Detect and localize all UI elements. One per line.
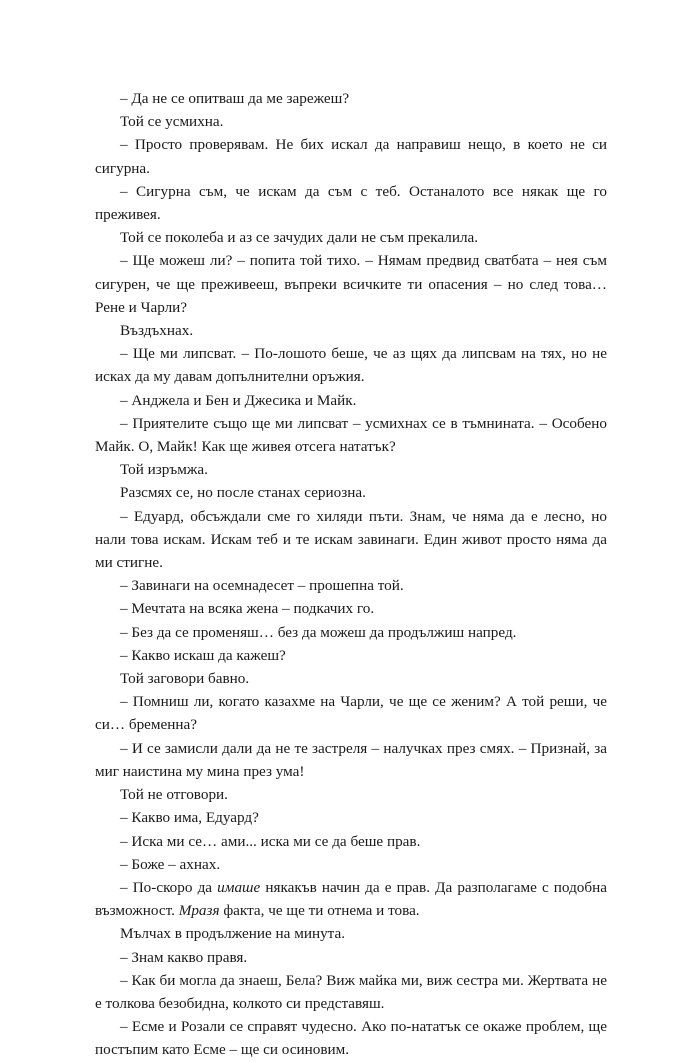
paragraph-18: Той заговори бавно. bbox=[120, 670, 250, 688]
paragraph-12: Разсмях се, но после станах сериозна. bbox=[120, 484, 366, 502]
paragraph-19: – Помниш ли, когато казахме на Чарли, че ще се женим? А той реши, че си… бременна? bbox=[95, 693, 607, 734]
paragraph-22: – Какво има, Едуард? bbox=[120, 809, 259, 827]
paragraph-10: – Приятелите също ще ми липсват – усмихнах се в тъмнината. – Особено Майк. О, Майк! Как ще живея отсега нататък? bbox=[95, 414, 607, 456]
paragraph-1: – Да не се опитваш да ме зарежеш? bbox=[120, 90, 350, 107]
paragraph-14: – Завинаги на осемнадесет – прошепна той. bbox=[120, 577, 404, 595]
paragraph-13: – Едуард, обсъждали сме го хиляди пъти. Знам, че няма да е лесно, но нали това искам. Искам теб и те искам завинаги. Един живот просто няма да ми стигне. bbox=[95, 507, 607, 572]
paragraph-8: – Ще ми липсват. – По-лошото беше, че аз щях да липсвам на тях, но не исках да му давам допълнителни оръжия. bbox=[95, 345, 607, 386]
paragraph-20: – И се замисли дали да не те застреля – налучках през смях. – Признай, за миг наистина му мина през ума! bbox=[95, 739, 607, 780]
paragraph-17: – Какво искаш да кажеш? bbox=[120, 646, 286, 664]
paragraph-2: Той се усмихна. bbox=[120, 113, 224, 131]
paragraph-25: – По-скоро да имаше някакъв начин да е прав. Да разполагаме с подобна възможност. Мразя факта, че ще ти отнема и това. bbox=[95, 878, 607, 920]
page-text bbox=[95, 87, 607, 1062]
paragraph-21: Той не отговори. bbox=[120, 786, 228, 804]
paragraph-26: Мълчах в продължение на минута. bbox=[120, 925, 346, 943]
paragraph-16: – Без да се променяш… без да можеш да продължиш напред. bbox=[120, 623, 517, 641]
paragraph-11: Той изръмжа. bbox=[120, 461, 208, 479]
paragraph-29: – Есме и Розали се справят чудесно. Ако по-нататък се окаже проблем, ще постъпим като Есме – ще си осиновим. bbox=[95, 1018, 607, 1059]
paragraph-27: – Знам какво правя. bbox=[120, 948, 248, 966]
paragraph-28: – Как би могла да знаеш, Бела? Виж майка ми, виж сестра ми. Жертвата не е толкова безобидна, колкото си представяш. bbox=[95, 971, 607, 1012]
paragraph-24: – Боже – ахнах. bbox=[120, 855, 221, 873]
paragraph-6: – Ще можеш ли? – попита той тихо. – Нямам предвид сватбата – нея съм сигурен, че ще преживееш, въпреки всичките ти опасения – но след това… Рене и Чарли? bbox=[95, 252, 607, 316]
emphasis-word: Мразя bbox=[178, 902, 220, 920]
paragraph-4: – Сигурна съм, че искам да съм с теб. Останалото все някак ще го преживея. bbox=[95, 182, 607, 224]
paragraph-7: Въздъхнах. bbox=[120, 322, 194, 340]
paragraph-23: – Иска ми се… ами... иска ми се да беше прав. bbox=[120, 832, 421, 850]
paragraph-15: – Мечтата на всяка жена – подкачих го. bbox=[120, 600, 375, 618]
paragraph-3: – Просто проверявам. Не бих искал да направиш нещо, в което не си сигурна. bbox=[95, 136, 607, 177]
paragraph-5: Той се поколеба и аз се зачудих дали не съм прекалила. bbox=[120, 229, 479, 247]
emphasis-word: имаше bbox=[217, 878, 261, 896]
paragraph-9: – Анджела и Бен и Джесика и Майк. bbox=[120, 391, 357, 409]
